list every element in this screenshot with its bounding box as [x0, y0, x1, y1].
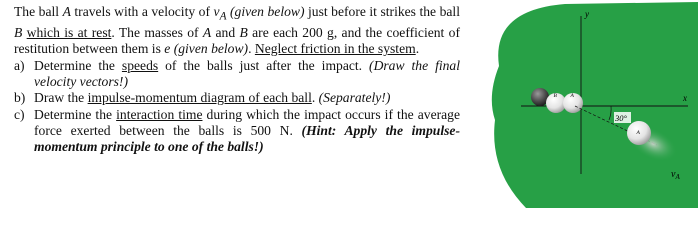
figure-svg — [481, 0, 698, 208]
ball-b-label: B — [553, 93, 557, 99]
given-below-note: (given below) — [226, 4, 305, 19]
axis-y-label: y — [585, 9, 589, 19]
hint-text: Apply the impulse-momentum principle to one of the balls!) — [34, 122, 460, 155]
part-b — [14, 90, 460, 106]
ball-a-label: A — [570, 93, 574, 99]
hint-label: (Hint: — [301, 122, 337, 138]
intro-text: and — [211, 25, 240, 41]
angle-label: 30° — [615, 113, 627, 123]
ball-a-symbol: A — [62, 4, 71, 19]
intro-text: . — [248, 41, 255, 57]
restitution-symbol: e — [164, 41, 171, 57]
problem-intro — [14, 4, 460, 58]
intro-text: are each 200 g, and the coefficient of restitution between them is — [14, 25, 460, 57]
ball-a-symbol: A — [202, 25, 212, 41]
velocity-v: v — [213, 4, 220, 19]
part-a-text: Determine the — [34, 57, 122, 73]
neglect-friction-emphasis: Neglect friction in the system — [254, 41, 416, 57]
ball-b-symbol: B — [14, 25, 23, 41]
velocity-symbol — [213, 4, 227, 23]
velocity-label-sub: A — [675, 173, 680, 181]
at-rest-emphasis: which is at rest — [26, 25, 112, 41]
intro-text: just before it strikes the ball — [304, 4, 460, 19]
interaction-time-emphasis: interaction time — [116, 106, 203, 122]
collision-figure — [481, 0, 698, 208]
part-a — [14, 58, 460, 91]
table-surface — [492, 2, 698, 208]
problem-text — [14, 4, 460, 155]
part-c-text: Determine the — [34, 106, 117, 122]
ball-b-symbol: B — [239, 25, 248, 41]
part-c-label: c) — [14, 106, 25, 122]
part-b-note: (Separately!) — [318, 90, 391, 106]
ball-a-incoming-label: A — [636, 130, 640, 136]
intro-text: . The masses of — [111, 25, 203, 41]
intro-text: The ball — [14, 4, 63, 19]
axis-x-label: x — [683, 93, 687, 103]
diagram-emphasis: impulse-momentum diagram of each ball — [87, 90, 312, 106]
part-c — [14, 107, 460, 156]
part-a-label: a) — [14, 57, 25, 73]
velocity-subscript: A — [219, 10, 227, 23]
speeds-emphasis: speeds — [121, 57, 159, 73]
intro-text: travels with a velocity of — [70, 4, 214, 19]
part-b-text: . — [311, 90, 319, 106]
velocity-label-v: v — [671, 169, 676, 180]
part-a-text: of the balls just after the impact. — [158, 57, 370, 73]
part-a-note: (Draw the final velocity vectors!) — [34, 57, 461, 89]
given-below-note: (given below) — [170, 41, 249, 57]
intro-text: . — [415, 41, 420, 57]
part-c-text: during which the impact occurs if the average force exerted between the balls is 500 N. — [34, 106, 460, 138]
part-b-label: b) — [14, 90, 26, 106]
part-b-text: Draw the — [34, 90, 88, 106]
